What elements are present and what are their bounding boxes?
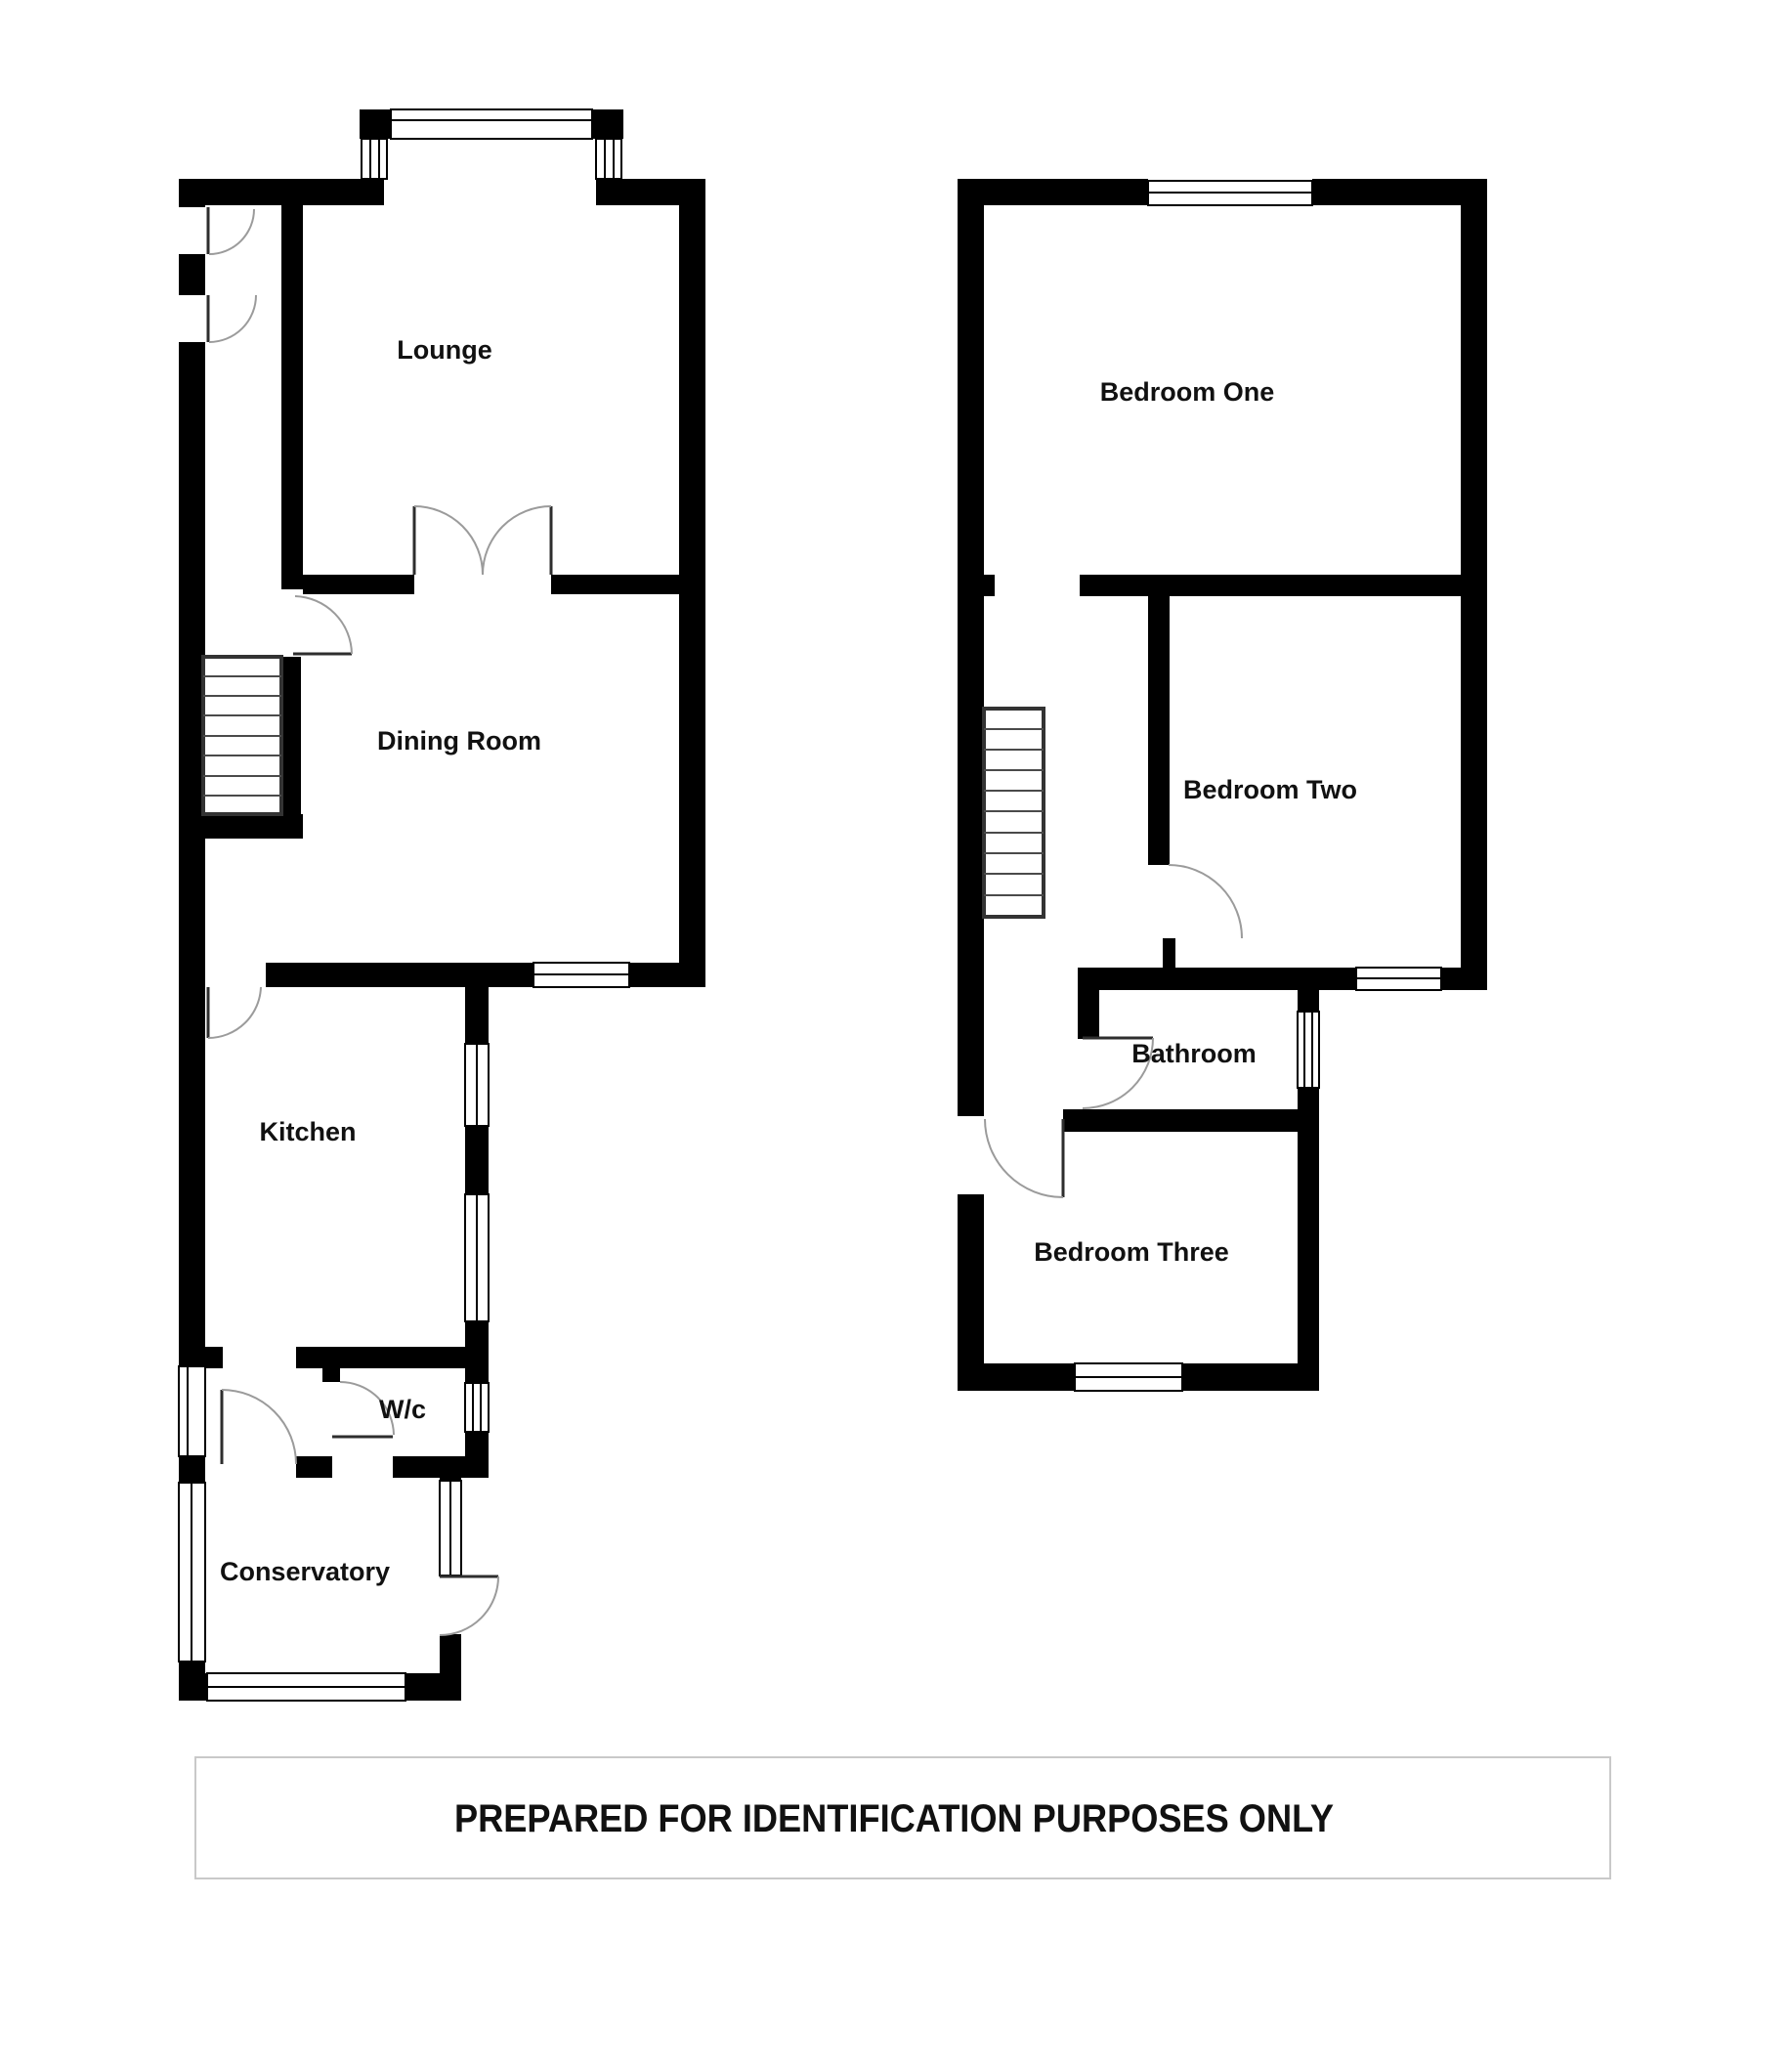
room-label-wc: W/c bbox=[378, 1395, 427, 1425]
front-door bbox=[208, 207, 254, 254]
room-label-bathroom: Bathroom bbox=[1131, 1039, 1257, 1069]
bedroom-two-door bbox=[1169, 865, 1242, 938]
kitchen-door bbox=[208, 987, 261, 1038]
bay-side-window-left bbox=[362, 139, 387, 179]
room-label-kitchen: Kitchen bbox=[259, 1117, 357, 1147]
conservatory-inner-door bbox=[222, 1390, 296, 1464]
french-doors-lounge-dining bbox=[414, 506, 551, 575]
bay-side-window-right bbox=[596, 139, 621, 179]
conservatory-bottom-window bbox=[207, 1673, 405, 1701]
bay-window bbox=[391, 109, 592, 139]
banner-text: PREPARED FOR IDENTIFICATION PURPOSES ONLY bbox=[454, 1797, 1335, 1840]
bedroom-two-window bbox=[1356, 968, 1441, 990]
hall-inner-door bbox=[208, 295, 256, 342]
conservatory-outer-door bbox=[440, 1576, 498, 1635]
bedroom-one-window bbox=[1148, 181, 1312, 205]
conservatory-right-window bbox=[440, 1481, 461, 1576]
room-label-conservatory: Conservatory bbox=[219, 1557, 391, 1587]
bedroom-three-window bbox=[1075, 1363, 1182, 1391]
room-label-dining-room: Dining Room bbox=[377, 726, 541, 756]
bathroom-window bbox=[1298, 1012, 1319, 1088]
rear-hall-window bbox=[179, 1366, 205, 1456]
room-label-bedroom-two: Bedroom Two bbox=[1183, 775, 1357, 805]
hall-dining-door bbox=[293, 596, 352, 654]
wc-window bbox=[465, 1383, 489, 1432]
dining-window bbox=[533, 963, 629, 987]
stairs-ground-floor bbox=[203, 657, 281, 814]
room-label-lounge: Lounge bbox=[397, 335, 492, 366]
ground-floor-plan bbox=[179, 109, 705, 1701]
first-floor-plan bbox=[958, 179, 1487, 1391]
kitchen-window-lower bbox=[465, 1194, 489, 1321]
room-label-bedroom-one: Bedroom One bbox=[1099, 377, 1275, 408]
identification-banner bbox=[195, 1757, 1610, 1878]
room-label-bedroom-three: Bedroom Three bbox=[1034, 1237, 1229, 1268]
stairs-first-floor bbox=[984, 709, 1044, 917]
conservatory-left-window bbox=[179, 1483, 205, 1662]
kitchen-window-upper bbox=[465, 1044, 489, 1126]
bedroom-three-door bbox=[985, 1119, 1063, 1197]
